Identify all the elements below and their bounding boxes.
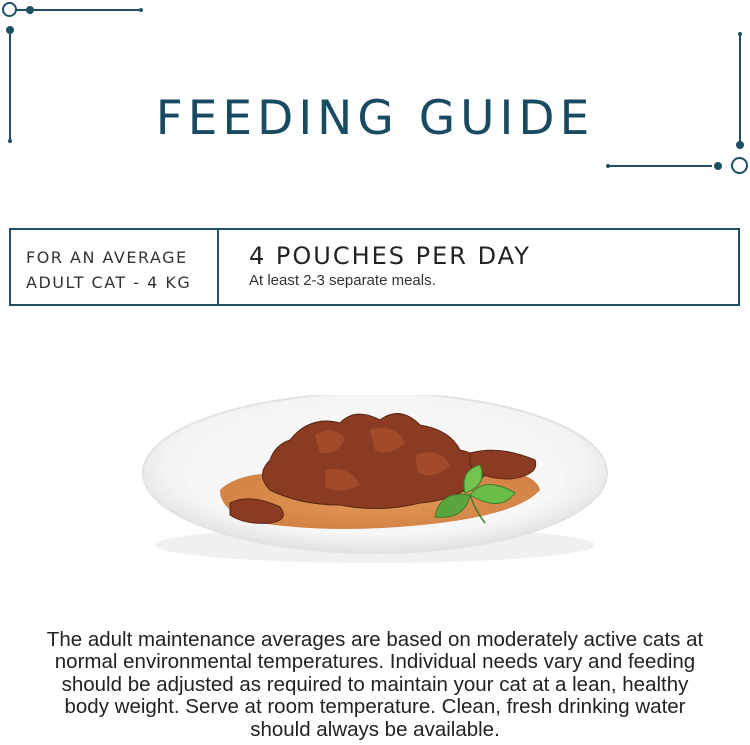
frame-end-dot [606, 164, 610, 168]
feeding-description: The adult maintenance averages are based on moderately active cats at normal environmental temperatures. Individual needs vary and feeding should be adjusted as required to maintain your cat at a lean, healthy body weight. Serve at room temperature. Clean, fresh drinking water should always be available. [46, 627, 704, 741]
cat-profile-cell [11, 230, 219, 304]
frame-dot [26, 6, 34, 14]
cat-profile-line1: FOR AN AVERAGE [26, 248, 188, 267]
frame-dot [6, 26, 14, 34]
meals-note: At least 2-3 separate meals. [249, 272, 436, 289]
feeding-guide-table [9, 228, 740, 306]
frame-right-horizontal [608, 165, 712, 167]
daily-amount: 4 POUCHES PER DAY [249, 242, 531, 270]
frame-dot [714, 162, 722, 170]
cat-profile-line2: ADULT CAT - 4 KG [26, 273, 192, 292]
frame-end-dot [139, 8, 143, 12]
portion-cell [219, 230, 531, 304]
frame-ring-dot [2, 2, 17, 17]
frame-ring-dot [731, 157, 748, 174]
frame-end-dot [738, 32, 742, 36]
page-title: FEEDING GUIDE [155, 91, 595, 147]
plate-of-food-image [140, 395, 610, 570]
